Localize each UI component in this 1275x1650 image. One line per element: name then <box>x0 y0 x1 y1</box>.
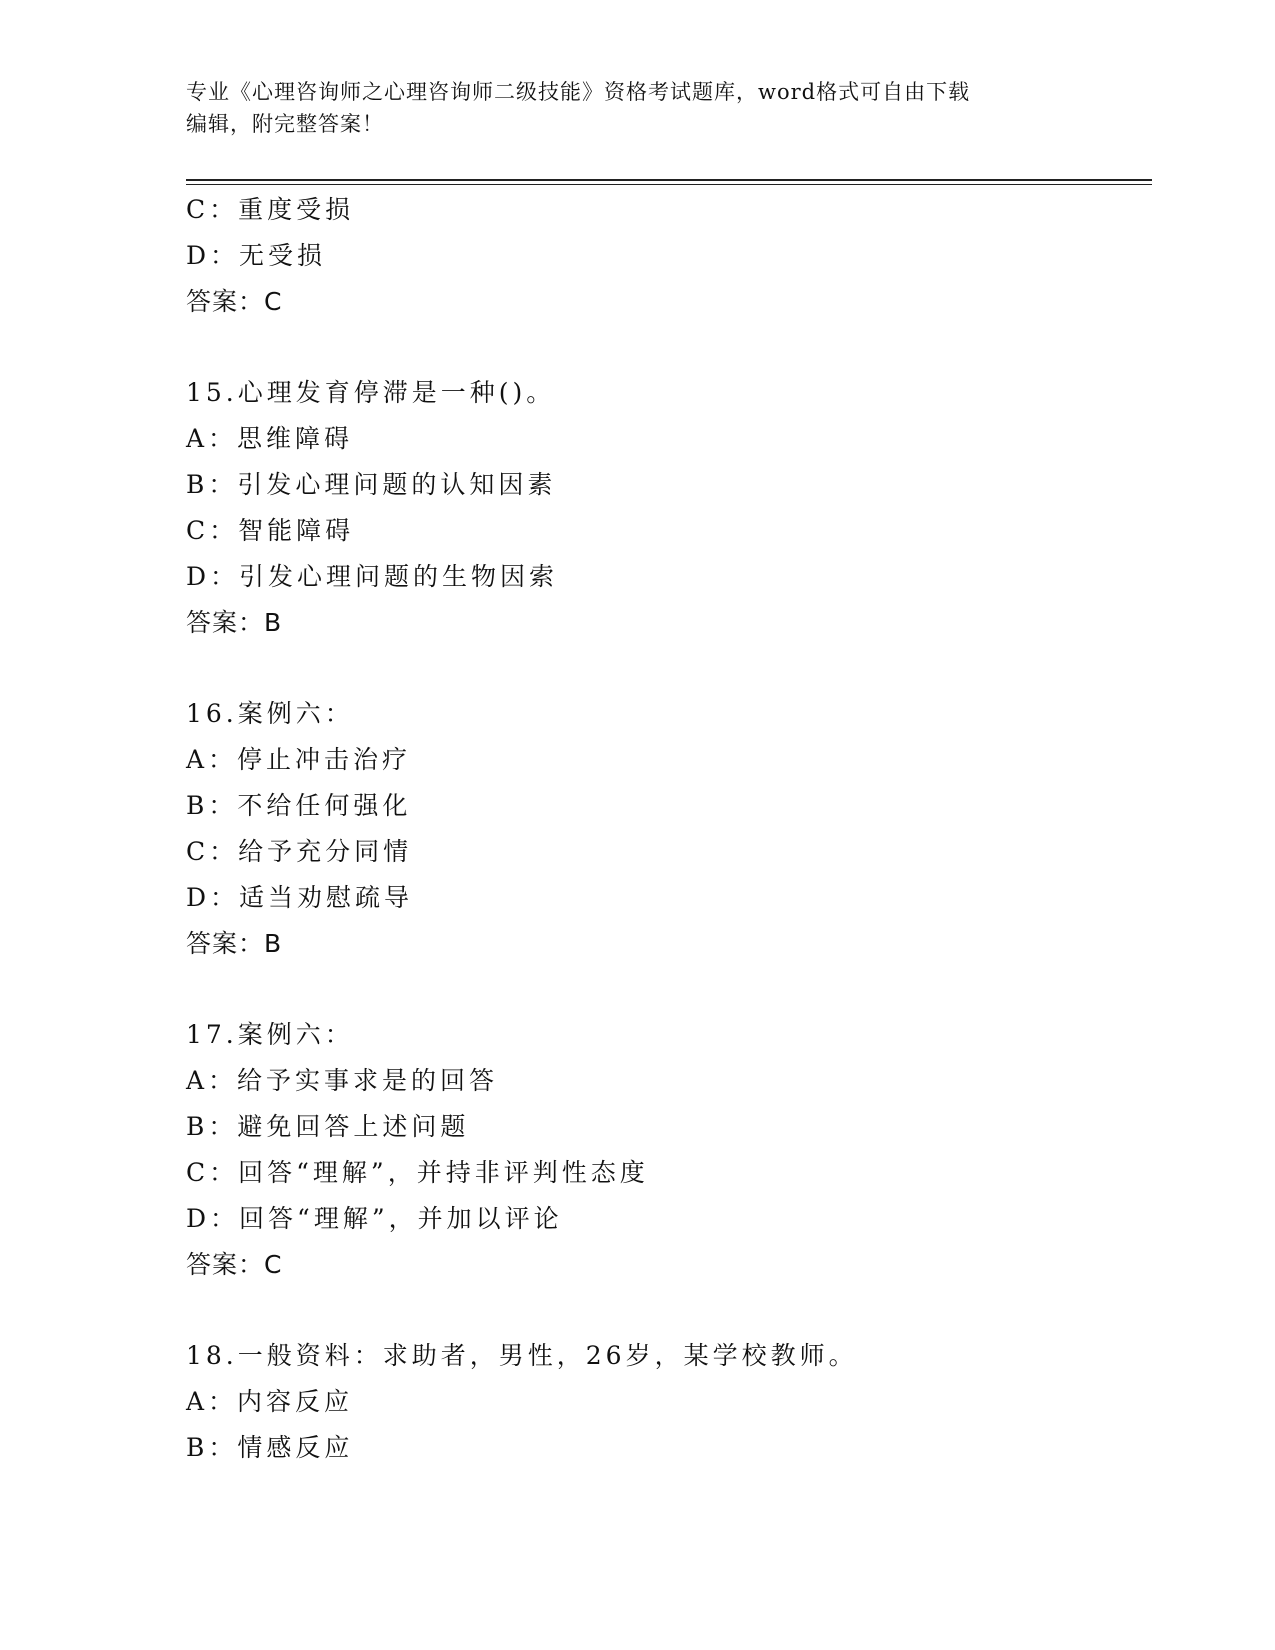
answer-line: 答案：C <box>186 1250 283 1279</box>
option-c: C：重度受损 <box>186 195 355 224</box>
option-a: A：给予实事求是的回答 <box>186 1066 499 1095</box>
question-stem: 18.一般资料：求助者，男性，26岁，某学校教师。 <box>186 1341 858 1370</box>
spacer <box>186 1288 1152 1333</box>
option-c: C：智能障碍 <box>186 516 355 545</box>
question-list <box>186 187 1152 1471</box>
question-stem: 17.案例六： <box>186 1020 354 1049</box>
option-b: B：避免回答上述问题 <box>186 1112 470 1141</box>
document-header <box>186 76 1086 140</box>
option-d: D：引发心理问题的生物因索 <box>186 562 559 591</box>
option-c: C：回答“理解”，并持非评判性态度 <box>186 1158 649 1187</box>
option-a: A：内容反应 <box>186 1387 354 1416</box>
option-d: D：无受损 <box>186 241 327 270</box>
spacer <box>186 325 1152 370</box>
option-a: A：停止冲击治疗 <box>186 745 412 774</box>
header-divider-thin <box>186 184 1152 185</box>
answer-line: 答案：B <box>186 929 283 958</box>
header-line-1: 专业《心理咨询师之心理咨询师二级技能》资格考试题库，word格式可自由下载 <box>186 80 971 104</box>
option-a: A：思维障碍 <box>186 424 354 453</box>
option-d: D：回答“理解”，并加以评论 <box>186 1204 563 1233</box>
question-stem: 15.心理发育停滞是一种()。 <box>186 378 556 407</box>
option-c: C：给予充分同情 <box>186 837 413 866</box>
header-divider-thick <box>186 179 1152 181</box>
option-b: B：情感反应 <box>186 1433 354 1462</box>
question-stem: 16.案例六： <box>186 699 354 728</box>
spacer <box>186 967 1152 1012</box>
option-b: B：引发心理问题的认知因素 <box>186 470 557 499</box>
spacer <box>186 646 1152 691</box>
option-b: B：不给任何强化 <box>186 791 412 820</box>
header-line-2: 编辑，附完整答案！ <box>186 112 384 136</box>
answer-line: 答案：B <box>186 608 283 637</box>
option-d: D：适当劝慰疏导 <box>186 883 414 912</box>
answer-line: 答案：C <box>186 287 283 316</box>
